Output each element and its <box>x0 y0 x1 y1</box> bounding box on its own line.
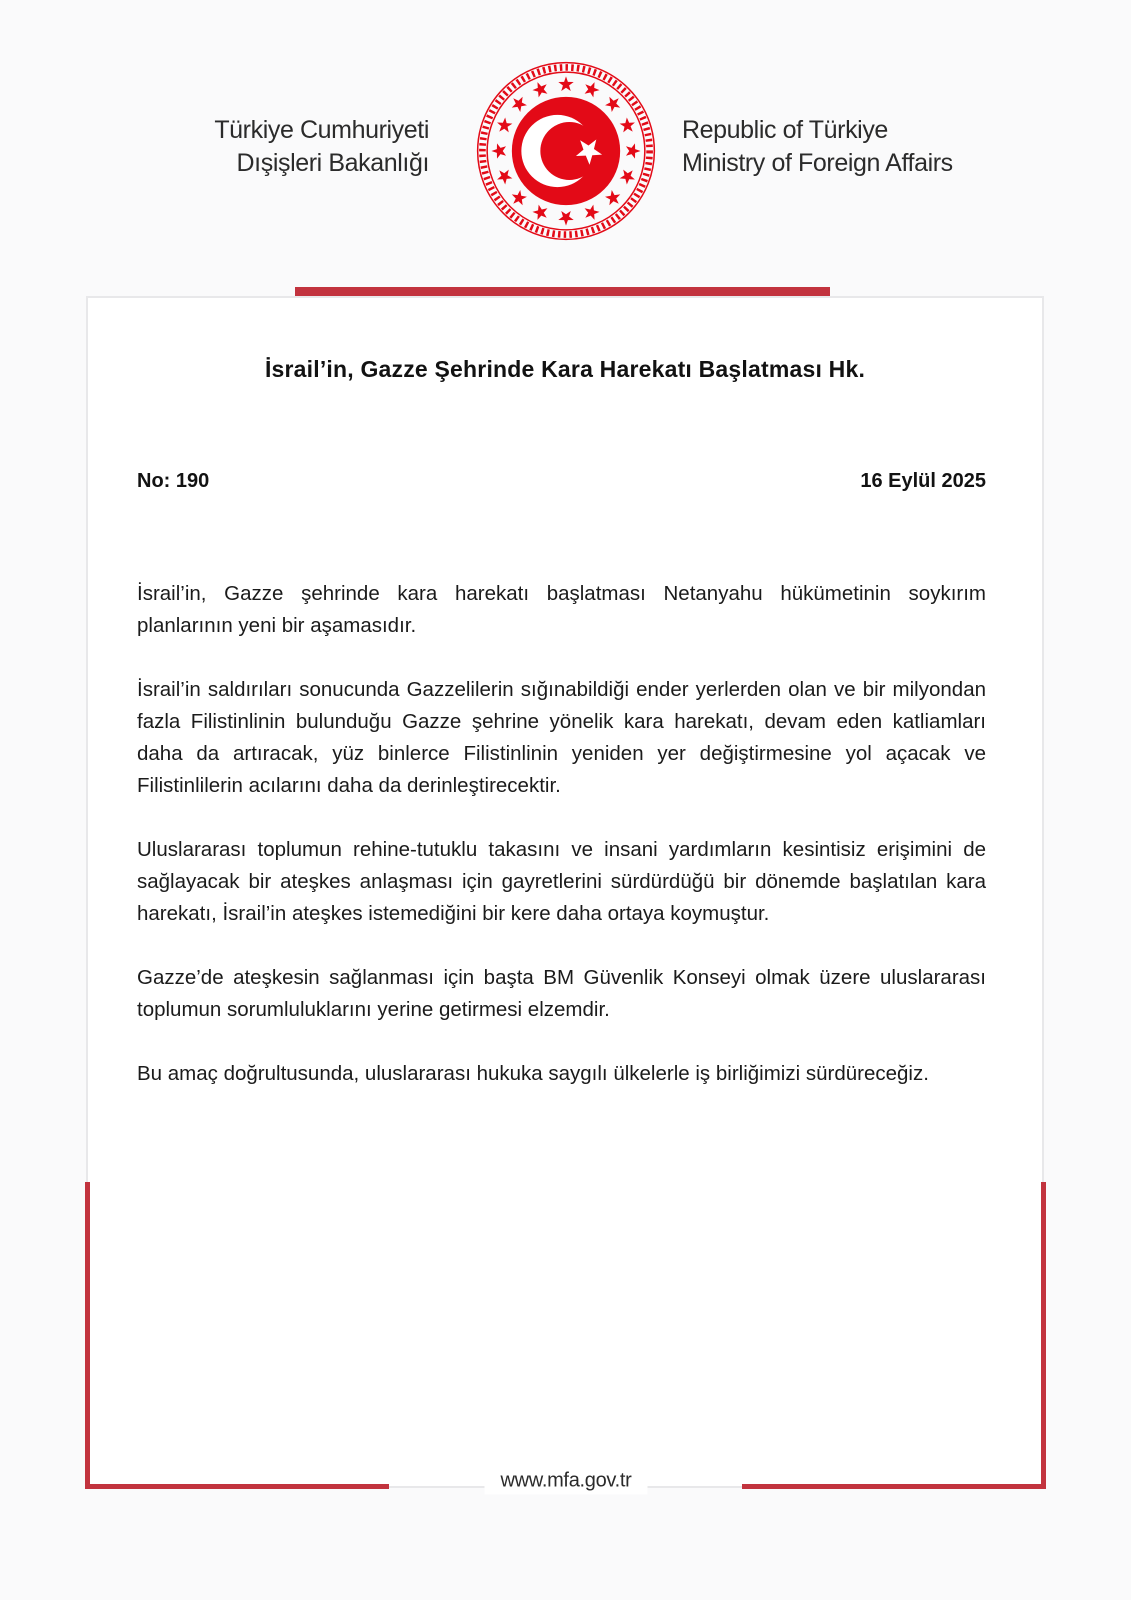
ministry-name-turkish-line2: Dışişleri Bakanlığı <box>236 149 429 177</box>
turkiye-mfa-emblem-icon <box>471 56 661 246</box>
ministry-name-english <box>682 114 953 180</box>
ministry-name-turkish-line1: Türkiye Cumhuriyeti <box>214 116 429 144</box>
document-number: No: 190 <box>137 470 210 492</box>
document-title: İsrail’in, Gazze Şehrinde Kara Harekatı Başlatması Hk. <box>264 356 866 382</box>
top-accent-bar <box>295 287 830 296</box>
ministry-name-turkish <box>214 114 429 180</box>
bottom-left-accent-corner <box>85 1182 389 1489</box>
body-paragraph-3: Uluslararası toplumun rehine-tutuklu takasını ve insani yardımların kesintisiz erişimini de sağlayacak bir ateşkes anlaşması için gayretlerini sürdürdüğü bir dönemde başlatılan kara harekatı, İsrail’in ateşkes istemediğini bir kere daha ortaya koymuştur. <box>137 838 986 925</box>
ministry-website: www.mfa.gov.tr <box>484 1468 647 1495</box>
document-meta-row <box>137 470 986 493</box>
document-date: 16 Eylül 2025 <box>860 470 986 492</box>
document-body <box>137 578 986 1122</box>
ministry-name-english-line1: Republic of Türkiye <box>682 116 888 144</box>
ministry-name-english-line2: Ministry of Foreign Affairs <box>682 149 953 177</box>
body-paragraph-2: İsrail’in saldırıları sonucunda Gazzelilerin sığınabildiği ender yerlerden olan ve bir milyondan fazla Filistinlinin bulunduğu Gazze şehrine yönelik kara harekatı, devam eden katliamları daha da artıracak, yüz binlerce Filistinlinin yeniden yer değiştirmesine yol açacak ve Filistinlilerin acılarını daha da derinleştirecektir. <box>137 678 986 797</box>
body-paragraph-5: Bu amaç doğrultusunda, uluslararası hukuka saygılı ülkelerle iş birliğimizi sürdüreceğiz. <box>137 1062 929 1085</box>
body-paragraph-1: İsrail’in, Gazze şehrinde kara harekatı başlatması Netanyahu hükümetinin soykırım planlarının yeni bir aşamasıdır. <box>137 582 986 637</box>
body-paragraph-4: Gazze’de ateşkesin sağlanması için başta BM Güvenlik Konseyi olmak üzere uluslararası toplumun sorumluluklarını yerine getirmesi elzemdir. <box>137 966 986 1021</box>
bottom-right-accent-corner <box>742 1182 1046 1489</box>
